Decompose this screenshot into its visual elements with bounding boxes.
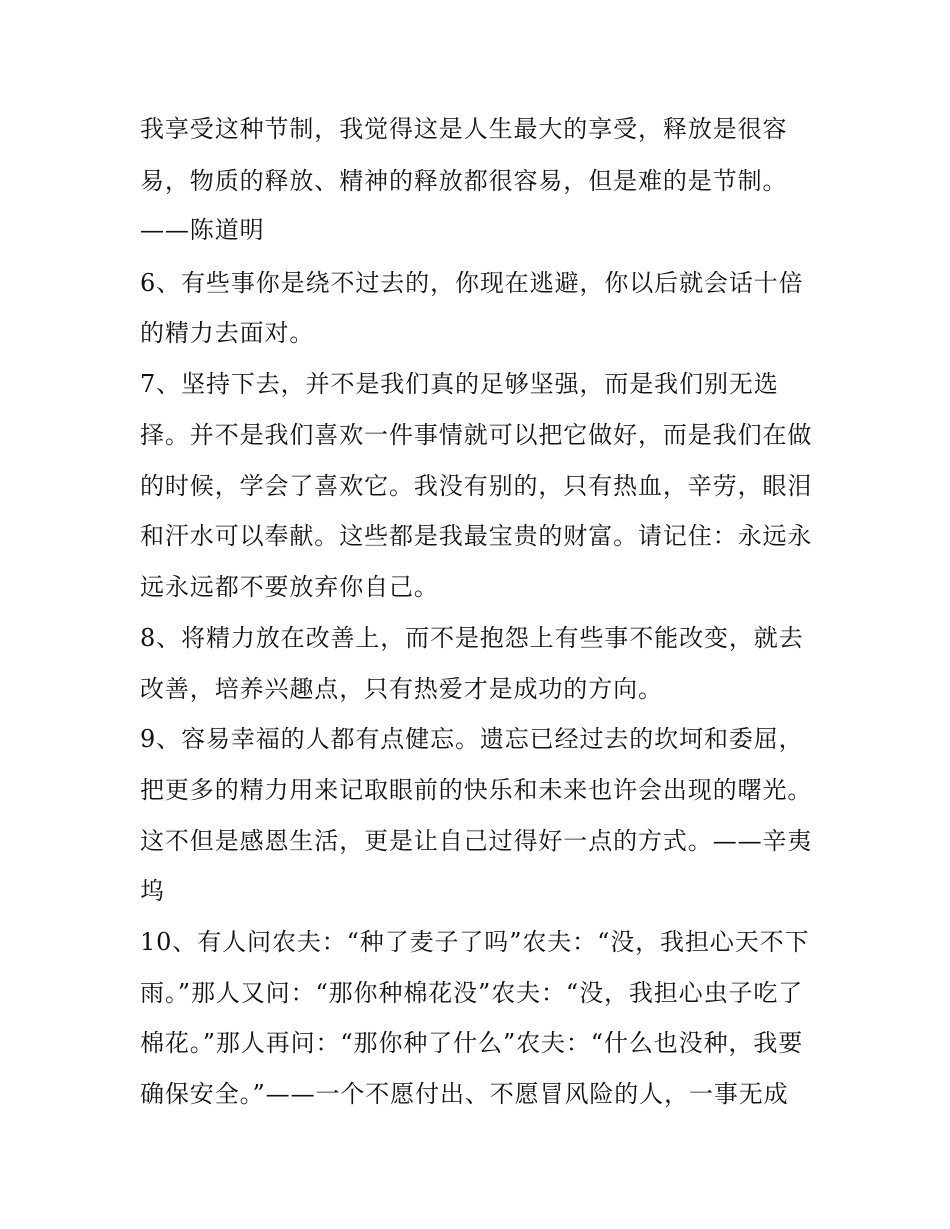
text-line: 棉花。”那人再问：“那你种了什么”农夫：“什么也没种，我要	[140, 1029, 804, 1057]
text-line: 择。并不是我们喜欢一件事情就可以把它做好，而是我们在做	[140, 421, 813, 449]
text-line: 的时候，学会了喜欢它。我没有别的，只有热血，辛劳，眼泪	[140, 472, 813, 500]
text-line: 我享受这种节制，我觉得这是人生最大的享受，释放是很容	[140, 115, 788, 143]
text-line: 6、有些事你是绕不过去的，你现在逃避，你以后就会话十倍	[140, 269, 804, 297]
text-line: 确保安全。”——一个不愿付出、不愿冒风险的人，一事无成	[140, 1080, 789, 1108]
text-line: 易，物质的释放、精神的释放都很容易，但是难的是节制。	[140, 167, 788, 195]
text-line: 远永远都不要放弃你自己。	[140, 573, 439, 601]
text-line: 8、将精力放在改善上，而不是抱怨上有些事不能改变，就去	[140, 624, 804, 652]
text-line: 改善，培养兴趣点，只有热爱才是成功的方向。	[140, 675, 663, 703]
text-line: 7、坚持下去，并不是我们真的足够坚强，而是我们别无选	[140, 370, 779, 398]
text-line: 这不但是感恩生活，更是让自己过得好一点的方式。——辛夷	[140, 827, 813, 855]
text-line: 9、容易幸福的人都有点健忘。遗忘已经过去的坎坷和委屈，	[140, 725, 804, 753]
text-line: 10、有人问农夫：“种了麦子了吗”农夫：“没，我担心天不下	[140, 928, 810, 956]
text-line: ——陈道明	[140, 216, 265, 244]
text-line: 坞	[140, 877, 165, 905]
text-line: 雨。”那人又问：“那你种棉花没”农夫：“没，我担心虫子吃了	[140, 979, 804, 1007]
text-line: 把更多的精力用来记取眼前的快乐和未来也许会出现的曙光。	[140, 776, 813, 804]
text-line: 的精力去面对。	[140, 319, 315, 347]
text-line: 和汗水可以奉献。这些都是我最宝贵的财富。请记住：永远永	[140, 522, 813, 550]
